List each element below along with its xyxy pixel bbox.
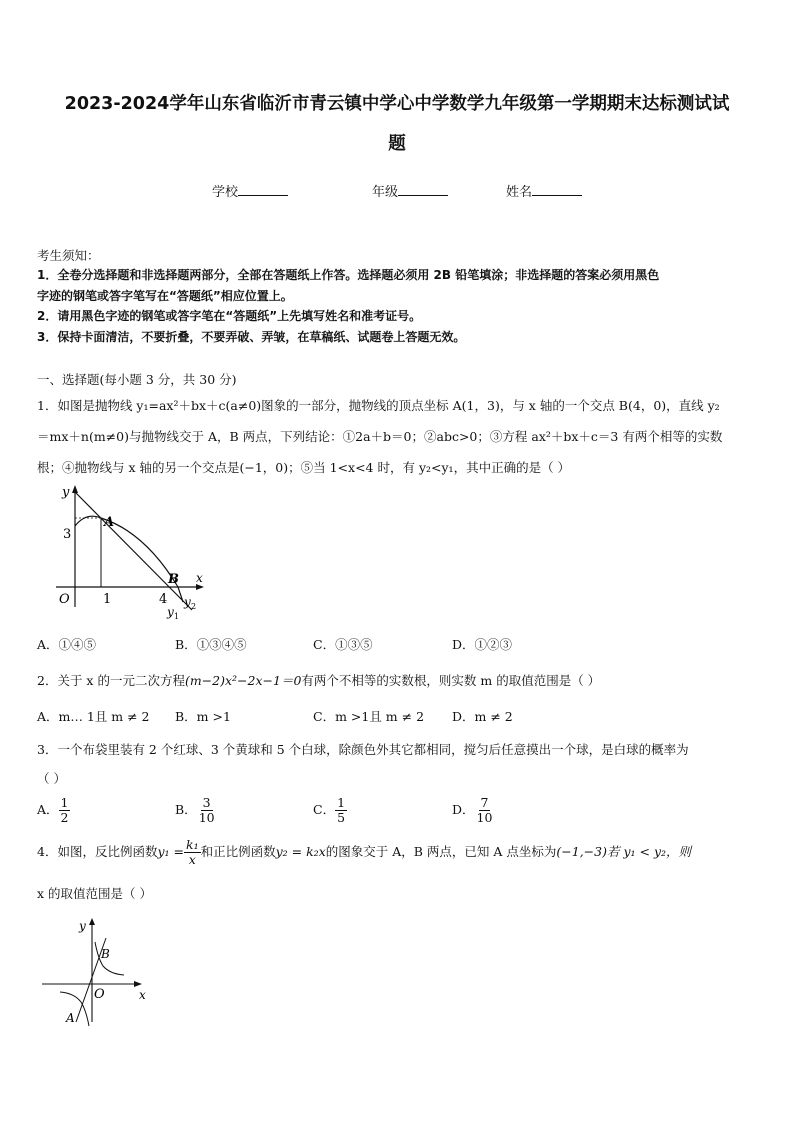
q1-y2-label: y xyxy=(184,595,191,609)
q1-point-a: A xyxy=(104,515,115,530)
q1-line-y2 xyxy=(75,492,192,610)
q4-hyperbola-graph xyxy=(38,912,153,1027)
q4-y-label: y xyxy=(79,919,86,933)
q2-suffix: 有两个不相等的实数根，则实数 m 的取值范围是（ ） xyxy=(301,673,601,688)
q1-option-b[interactable]: B．①③④⑤ xyxy=(175,637,247,652)
q3-a-num: 1 xyxy=(60,795,69,810)
q3-b-fraction xyxy=(197,796,217,825)
q3-line2: （ ） xyxy=(37,771,66,786)
q1-tick-4: 4 xyxy=(159,592,168,607)
exam-title-line2: 题 xyxy=(388,134,406,154)
q4-point-b: B xyxy=(101,947,110,961)
q4-func1-num: k₁ xyxy=(186,837,199,852)
q1-tick-3: 3 xyxy=(63,527,72,542)
q4-x-arrow xyxy=(134,981,142,987)
q4-line1 xyxy=(37,838,691,867)
school-field xyxy=(212,181,288,200)
q2-option-c[interactable]: C．m >1且 m ≠ 2 xyxy=(313,709,425,724)
q3-a-fraction xyxy=(59,796,71,825)
q4-origin-label: O xyxy=(94,987,105,1002)
q4-y-arrow xyxy=(89,918,95,925)
q3-a-label: A． xyxy=(37,801,59,817)
q3-d-label: D． xyxy=(452,801,475,817)
q3-c-den: 5 xyxy=(337,809,346,825)
section-heading: 一、选择题(每小题 3 分，共 30 分) xyxy=(37,372,237,387)
q1-parabola-graph xyxy=(50,482,210,624)
q1-line1: 1．如图是抛物线 y₁=ax²＋bx＋c(a≠0)图象的一部分，抛物线的顶点坐标 A(1，3)，与 x 轴的一个交点 B(4，0)，直线 y₂ xyxy=(37,398,720,413)
grade-blank xyxy=(398,183,448,196)
name-blank xyxy=(532,183,582,196)
q1-option-a[interactable]: A．①④⑤ xyxy=(37,637,97,652)
q3-c-label: C． xyxy=(313,801,336,817)
q2-prefix: 2．关于 x 的一元二次方程 xyxy=(37,673,185,688)
notice-line2: 2．请用黑色字迹的钢笔或答字笔在“答题纸”上先填写姓名和准考证号。 xyxy=(37,309,422,323)
q4-x-label: x xyxy=(139,988,146,1002)
q1-parabola-curve xyxy=(75,516,183,602)
q1-y-arrow xyxy=(72,485,78,493)
q4-func1-lhs: y₁ = xyxy=(157,843,184,859)
notice-heading: 考生须知： xyxy=(37,248,100,263)
q1-option-c[interactable]: C．①③⑤ xyxy=(313,637,373,652)
q1-tick-1: 1 xyxy=(103,592,112,607)
q3-option-d[interactable] xyxy=(452,796,494,825)
school-label: 学校 xyxy=(212,185,239,200)
q4-coord: (−1,−3) xyxy=(556,843,607,859)
q3-option-b[interactable] xyxy=(175,796,217,825)
q4-func1-fraction xyxy=(184,838,201,867)
grade-label: 年级 xyxy=(372,185,399,200)
q1-y1-sub: 1 xyxy=(174,612,180,621)
q4-func1-den: x xyxy=(188,851,196,867)
notice-line1b: 字迹的钢笔或答字笔写在“答题纸”相应位置上。 xyxy=(37,289,293,303)
q3-option-c[interactable] xyxy=(313,796,347,825)
q1-origin-label: O xyxy=(59,592,70,607)
q3-d-num: 7 xyxy=(480,795,489,810)
q2-option-a[interactable]: A．m… 1且 m ≠ 2 xyxy=(37,709,150,724)
q3-b-den: 10 xyxy=(198,809,215,825)
q3-b-num: 3 xyxy=(202,795,211,810)
q4-suffix: 的图象交于 A，B 两点，已知 A 点坐标为 xyxy=(325,843,557,859)
q4-condition: 若 y₁ < y₂，则 xyxy=(606,843,692,859)
q2-equation: (m−2)x²−2x−1＝0 xyxy=(184,673,302,688)
q1-y-label: y xyxy=(62,485,70,500)
q2-option-d[interactable]: D．m ≠ 2 xyxy=(452,709,513,724)
q4-prefix: 4．如图，反比例函数 xyxy=(37,843,158,859)
school-blank xyxy=(238,183,288,196)
q3-d-fraction xyxy=(475,796,495,825)
q1-line3: 根；④抛物线与 x 轴的另一个交点是(−1，0)；⑤当 1<x<4 时，有 y₂<y₁，其中正确的是（ ） xyxy=(37,460,571,475)
q1-x-label: x xyxy=(196,571,203,585)
q3-line1: 3．一个布袋里装有 2 个红球、3 个黄球和 5 个白球，除颜色外其它都相同，搅匀后任意摸出一个球，是白球的概率为 xyxy=(37,742,689,757)
q4-mid: 和正比例函数 xyxy=(200,843,276,859)
q4-point-a: A xyxy=(66,1011,75,1025)
q3-c-fraction xyxy=(335,796,347,825)
q4-line2: x 的取值范围是（ ） xyxy=(37,886,152,901)
notice-line3: 3．保持卡面清洁，不要折叠，不要弄破、弄皱，在草稿纸、试题卷上答题无效。 xyxy=(37,330,466,344)
q2-stem xyxy=(37,671,600,689)
q3-d-den: 10 xyxy=(476,809,493,825)
q3-option-a[interactable] xyxy=(37,796,70,825)
q1-option-d[interactable]: D．①②③ xyxy=(452,637,513,652)
q1-point-b: B xyxy=(168,572,179,587)
q3-a-den: 2 xyxy=(60,809,69,825)
name-label: 姓名 xyxy=(506,185,533,200)
q1-line2: ＝mx＋n(m≠0)与抛物线交于 A，B 两点，下列结论：①2a＋b＝0；②abc>0；③方程 ax²＋bx＋c＝3 有两个相等的实数 xyxy=(37,429,723,444)
q3-c-num: 1 xyxy=(337,795,346,810)
q1-y2-sub: 2 xyxy=(191,602,197,611)
grade-field xyxy=(372,181,448,200)
exam-title-line1: 2023-2024学年山东省临沂市青云镇中学心中学数学九年级第一学期期末达标测试试 xyxy=(64,94,730,114)
q1-y1-label: y xyxy=(167,605,174,619)
q2-option-b[interactable]: B．m >1 xyxy=(175,709,231,724)
name-field xyxy=(506,181,582,200)
q4-func2: y₂ = k₂x xyxy=(275,843,326,859)
q3-b-label: B． xyxy=(175,801,197,817)
notice-line1a: 1．全卷分选择题和非选择题两部分，全部在答题纸上作答。选择题必须用 2B 铅笔填涂；非选择题的答案必须用黑色 xyxy=(37,268,660,282)
